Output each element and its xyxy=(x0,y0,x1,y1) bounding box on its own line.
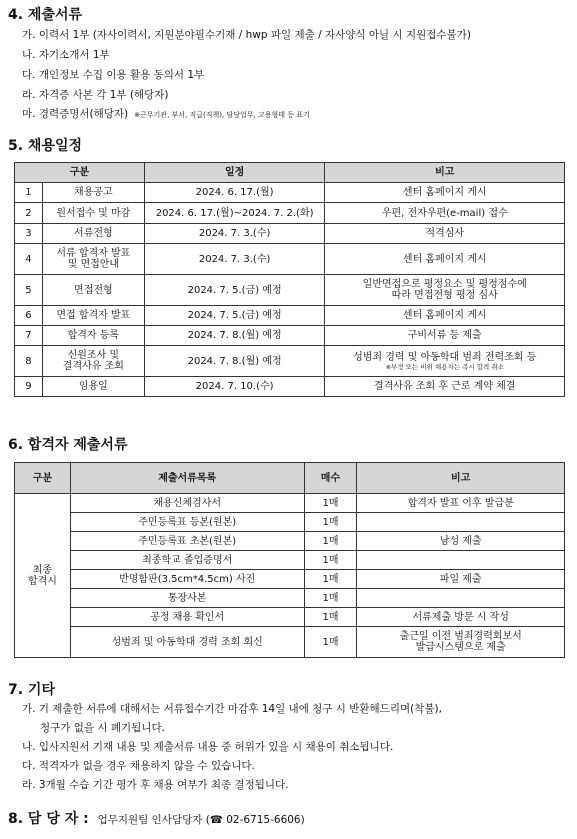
schedule-row-number: 9 xyxy=(15,377,43,397)
schedule-row xyxy=(15,203,565,224)
schedule-row xyxy=(15,183,565,203)
section-6-title: 6. 합격자 제출서류 xyxy=(8,437,128,453)
schedule-row-date: 2024. 7. 10.(수) xyxy=(144,377,325,397)
s4-item-5-note: ※근무기관, 부서, 직급(직책), 담당업무, 고용형태 등 표기 xyxy=(134,111,310,119)
schedule-row-number: 2 xyxy=(15,203,43,224)
documents-row-name: 주민등록표 등본(원본) xyxy=(70,513,304,532)
documents-row-count: 1매 xyxy=(304,589,357,608)
schedule-row-note: 일반면접으로 평정요소 및 평정점수에 따라 면접전형 평정 심사 xyxy=(325,275,565,306)
section-8 xyxy=(8,808,305,828)
schedule-row-number: 5 xyxy=(15,275,43,306)
schedule-row-date: 2024. 7. 5.(금) 예정 xyxy=(144,275,325,306)
schedule-row-number: 6 xyxy=(15,306,43,326)
docs-header-list: 제출서류목록 xyxy=(70,463,304,494)
schedule-row-note: 우편, 전자우편(e-mail) 접수 xyxy=(325,203,565,224)
documents-row-name: 채용신체검사서 xyxy=(70,494,304,513)
docs-header-note: 비고 xyxy=(357,463,565,494)
documents-row-note xyxy=(357,551,565,570)
documents-row-count: 1매 xyxy=(304,627,357,658)
documents-group-label: 최종 합격시 xyxy=(15,494,71,658)
schedule-row xyxy=(15,306,565,326)
docs-header-count: 매수 xyxy=(304,463,357,494)
schedule-row-name: 면접전형 xyxy=(42,275,144,306)
s4-item-4: 라. 자격증 사본 각 1부 (해당자) xyxy=(22,89,169,101)
schedule-row-date: 2024. 7. 8.(월) 예정 xyxy=(144,346,325,377)
s7-item-1-cont: 청구가 없을 시 폐기됩니다. xyxy=(40,722,165,734)
documents-row xyxy=(15,551,565,570)
s7-item-1: 가. 기 제출한 서류에 대해서는 서류접수기간 마감후 14일 내에 청구 시 반환해드리며(착불), xyxy=(22,703,442,715)
schedule-table xyxy=(14,162,565,397)
schedule-row-number: 1 xyxy=(15,183,43,203)
documents-row-note: 합격자 발표 이후 발급분 xyxy=(357,494,565,513)
documents-row-note: 출근일 이전 범죄경력회보서 발급시스템으로 제출 xyxy=(357,627,565,658)
documents-row xyxy=(15,532,565,551)
schedule-row-date: 2024. 7. 5.(금) 예정 xyxy=(144,306,325,326)
section-8-title: 8. 담 당 자 : xyxy=(8,811,89,827)
documents-row xyxy=(15,608,565,627)
s4-item-3: 다. 개인정보 수집 이용 활용 동의서 1부 xyxy=(22,69,205,81)
schedule-row-date: 2024. 7. 3.(수) xyxy=(144,244,325,275)
documents-row-note xyxy=(357,589,565,608)
schedule-row xyxy=(15,275,565,306)
schedule-row-name: 원서접수 및 마감 xyxy=(42,203,144,224)
schedule-header-note: 비고 xyxy=(325,163,565,183)
schedule-row xyxy=(15,224,565,244)
schedule-row-name: 채용공고 xyxy=(42,183,144,203)
schedule-row-number: 8 xyxy=(15,346,43,377)
schedule-row xyxy=(15,326,565,346)
documents-row-count: 1매 xyxy=(304,551,357,570)
documents-row-name: 주민등록표 초본(원본) xyxy=(70,532,304,551)
schedule-row-date: 2024. 7. 8.(월) 예정 xyxy=(144,326,325,346)
schedule-row-date: 2024. 6. 17.(월)~2024. 7. 2.(화) xyxy=(144,203,325,224)
s7-item-4: 라. 3개월 수습 기간 평가 후 채용 여부가 최종 결정됩니다. xyxy=(22,779,289,791)
schedule-row-number: 3 xyxy=(15,224,43,244)
schedule-row-date: 2024. 6. 17.(월) xyxy=(144,183,325,203)
schedule-row-name: 서류전형 xyxy=(42,224,144,244)
schedule-row-number: 4 xyxy=(15,244,43,275)
s4-item-5 xyxy=(22,106,310,121)
documents-row-count: 1매 xyxy=(304,494,357,513)
schedule-row-name: 합격자 등록 xyxy=(42,326,144,346)
documents-row-count: 1매 xyxy=(304,608,357,627)
schedule-row-note: 센터 홈페이지 게시 xyxy=(325,244,565,275)
schedule-row-name: 면접 합격자 발표 xyxy=(42,306,144,326)
contact-info: 업무지원팀 인사담당자 (☎ 02-6715-6606) xyxy=(97,814,305,826)
schedule-row-date: 2024. 7. 3.(수) xyxy=(144,224,325,244)
schedule-row-name: 서류 합격자 발표 및 면접안내 xyxy=(42,244,144,275)
schedule-row-note xyxy=(325,346,565,377)
schedule-row xyxy=(15,377,565,397)
documents-row-name: 최종학교 졸업증명서 xyxy=(70,551,304,570)
documents-row xyxy=(15,494,565,513)
schedule-row xyxy=(15,346,565,377)
documents-row-note: 파일 제출 xyxy=(357,570,565,589)
schedule-row-name: 신원조사 및 결격사유 조회 xyxy=(42,346,144,377)
schedule-row-note: 결격사유 조회 후 근로 계약 체결 xyxy=(325,377,565,397)
documents-row-note xyxy=(357,513,565,532)
documents-row-name: 성범죄 및 아동학대 경력 조회 회신 xyxy=(70,627,304,658)
schedule-row xyxy=(15,244,565,275)
s4-item-5-text: 마. 경력증명서(해당자) xyxy=(22,108,129,120)
documents-row-name: 공정 채용 확인서 xyxy=(70,608,304,627)
section-4-title: 4. 제출서류 xyxy=(8,7,83,23)
schedule-row-note-text: 성범죄 경력 및 아동학대 범죄 전력조회 등 xyxy=(353,351,537,363)
documents-row-count: 1매 xyxy=(304,513,357,532)
schedule-row-number: 7 xyxy=(15,326,43,346)
schedule-header-category: 구분 xyxy=(15,163,145,183)
documents-row-count: 1매 xyxy=(304,532,357,551)
documents-table xyxy=(14,462,565,658)
documents-row-name: 통장사본 xyxy=(70,589,304,608)
section-5-title: 5. 채용일정 xyxy=(8,138,83,154)
section-7-title: 7. 기타 xyxy=(8,682,55,698)
schedule-row-note: 적격심사 xyxy=(325,224,565,244)
documents-row-note: 남성 제출 xyxy=(357,532,565,551)
documents-row-note: 서류제출 방문 시 작성 xyxy=(357,608,565,627)
s4-item-2: 나. 자기소개서 1부 xyxy=(22,49,110,61)
documents-row xyxy=(15,589,565,608)
documents-row-name: 반명함판(3.5cm*4.5cm) 사진 xyxy=(70,570,304,589)
schedule-row-note: 구비서류 등 제출 xyxy=(325,326,565,346)
documents-row xyxy=(15,513,565,532)
s4-item-1: 가. 이력서 1부 (자사이력서, 지원분야필수기재 / hwp 파일 제출 / 자사양식 아닐 시 지원접수불가) xyxy=(22,29,471,41)
s7-item-3: 다. 적격자가 없을 경우 채용하지 않을 수 있습니다. xyxy=(22,760,255,772)
documents-row xyxy=(15,570,565,589)
docs-header-category: 구분 xyxy=(15,463,71,494)
schedule-row-note: 센터 홈페이지 게시 xyxy=(325,183,565,203)
s7-item-2: 나. 입사지원서 기재 내용 및 제출서류 내용 중 허위가 있을 시 채용이 취소됩니다. xyxy=(22,741,394,753)
documents-row-count: 1매 xyxy=(304,570,357,589)
schedule-row-subnote: ※부정 또는 비위 채용자는 즉시 합격 취소 xyxy=(385,362,504,371)
schedule-header-date: 일정 xyxy=(144,163,325,183)
schedule-row-name: 임용일 xyxy=(42,377,144,397)
documents-row xyxy=(15,627,565,658)
schedule-row-note: 센터 홈페이지 게시 xyxy=(325,306,565,326)
